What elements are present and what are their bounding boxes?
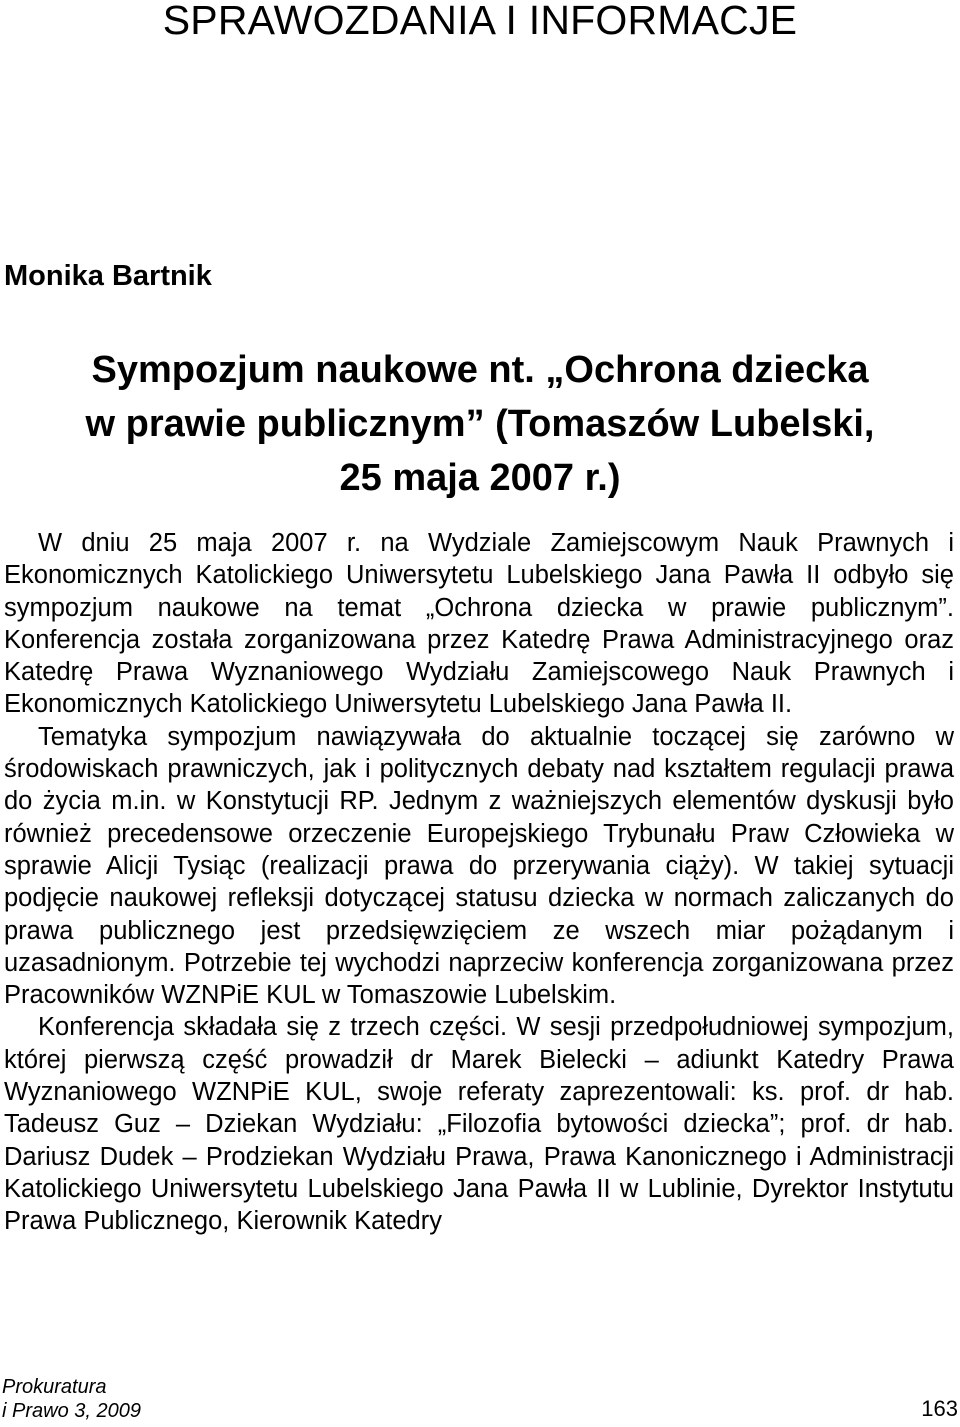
article-title-line: Sympozjum naukowe nt. „Ochrona dziecka [91,349,869,391]
article-title-line: w prawie publicznym” (Tomaszów Lubelski, [85,403,875,445]
section-header: SPRAWOZDANIA I INFORMACJE [162,0,798,43]
footer-journal-line: i Prawo 3, 2009 [2,1400,141,1422]
page-number: 163 [921,1396,958,1421]
body-paragraph: Tematyka sympozjum nawiązywała do aktualnie toczącej się zarówno w środowiskach prawniczych, jak i politycznych debaty nad kształtem regulacji prawa do życia m.in. w Konstytucji RP. Jednym z ważniejszych elementów dyskusji było również precedensowe orzeczenie Europejskiego Trybunału Praw Człowieka w sprawie Alicji Tysiąc (realizacji prawa do przerywania ciąży). W takiej sytuacji podjęcie naukowej refleksji dotyczącej statusu dziecka w normach zaliczanych do prawa publicznego jest przedsięwzięciem ze wszech miar pożądanym i uzasadnionym. Potrzebie tej wychodzi naprzeciw konferencja zorganizowana przez Pracowników WZNPiE KUL w Tomaszowie Lubelskim. [4,722,954,1010]
article-title-line: 25 maja 2007 r.) [339,457,621,499]
article-body [4,527,954,1238]
footer-journal-line: Prokuratura [2,1376,107,1398]
body-paragraph: Konferencja składała się z trzech części. W sesji przedpołudniowej sympozjum, której pierwszą część prowadził dr Marek Bielecki – adiunkt Katedry Prawa Wyznaniowego WZNPiE KUL, swoje referaty zaprezentowali: ks. prof. dr hab. Tadeusz Guz – Dziekan Wydziału: „Filozofia bytowości dziecka”; prof. dr hab. Dariusz Dudek – Prodziekan Wydziału Prawa, Prawa Kanonicznego i Administracji Katolickiego Uniwersytetu Lubelskiego Jana Pawła II w Lublinie, Dyrektor Instytutu Prawa Publicznego, Kierownik Katedry [4,1013,954,1236]
body-paragraph: W dniu 25 maja 2007 r. na Wydziale Zamiejscowym Nauk Prawnych i Ekonomicznych Katolickiego Uniwersytetu Lubelskiego Jana Pawła II odbyło się sympozjum naukowe na temat „Ochrona dziecka w prawie publicznym”. Konferencja została zorganizowana przez Katedrę Prawa Administracyjnego oraz Katedrę Prawa Wyznaniowego Wydziału Zamiejscowego Nauk Prawnych i Ekonomicznych Katolickiego Uniwersytetu Lubelskiego Jana Pawła II. [4,529,954,719]
article-title [0,343,960,505]
author-name: Monika Bartnik [4,260,212,292]
footer-journal-name [2,1375,141,1423]
